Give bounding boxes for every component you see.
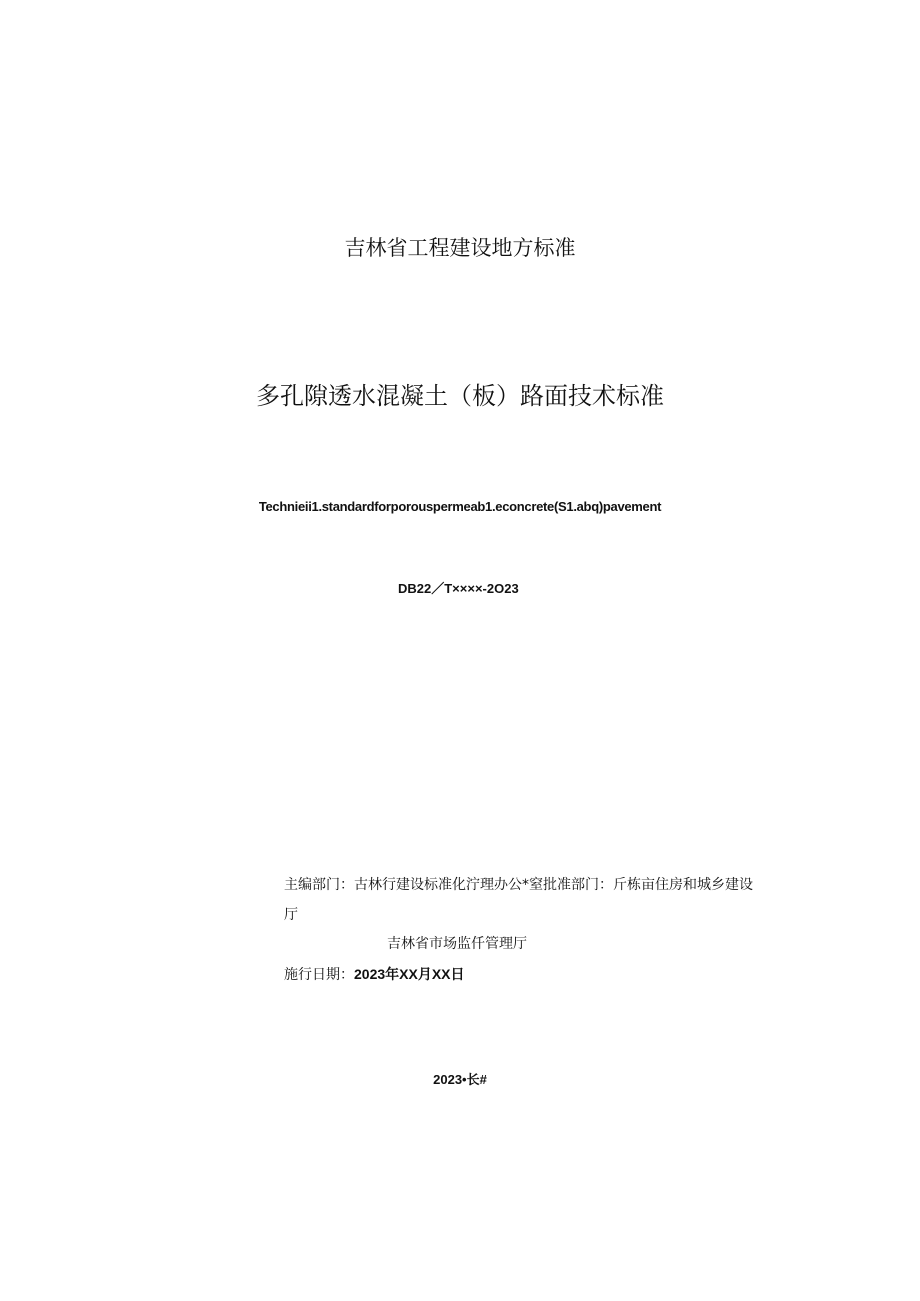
standard-code: DB22／T××××-2O23 (398, 581, 519, 596)
standard-title: 多孔隙透水混凝土（板）路面技术标准 (256, 382, 664, 410)
implementation-date-label: 施行日期： (284, 967, 354, 983)
editor-approver-line-wrap: 厅 (284, 907, 298, 923)
standard-category: 吉林省工程建设地方标准 (344, 236, 576, 260)
implementation-date-line (284, 964, 465, 985)
second-approver: 吉林省市场监仟管理厅 (387, 936, 527, 952)
english-title: Technieii1.standardforporouspermeab1.econcrete(S1.abq)pavement (258, 499, 662, 514)
implementation-date-value: 2023年XX月XX日 (354, 966, 465, 982)
publish-line: 2023•长# (433, 1072, 487, 1087)
editor-approver-line: 主编部门：古林行建设标准化泞理办公*窒批准部门：斤栋亩住房和城乡建设 (284, 877, 753, 893)
